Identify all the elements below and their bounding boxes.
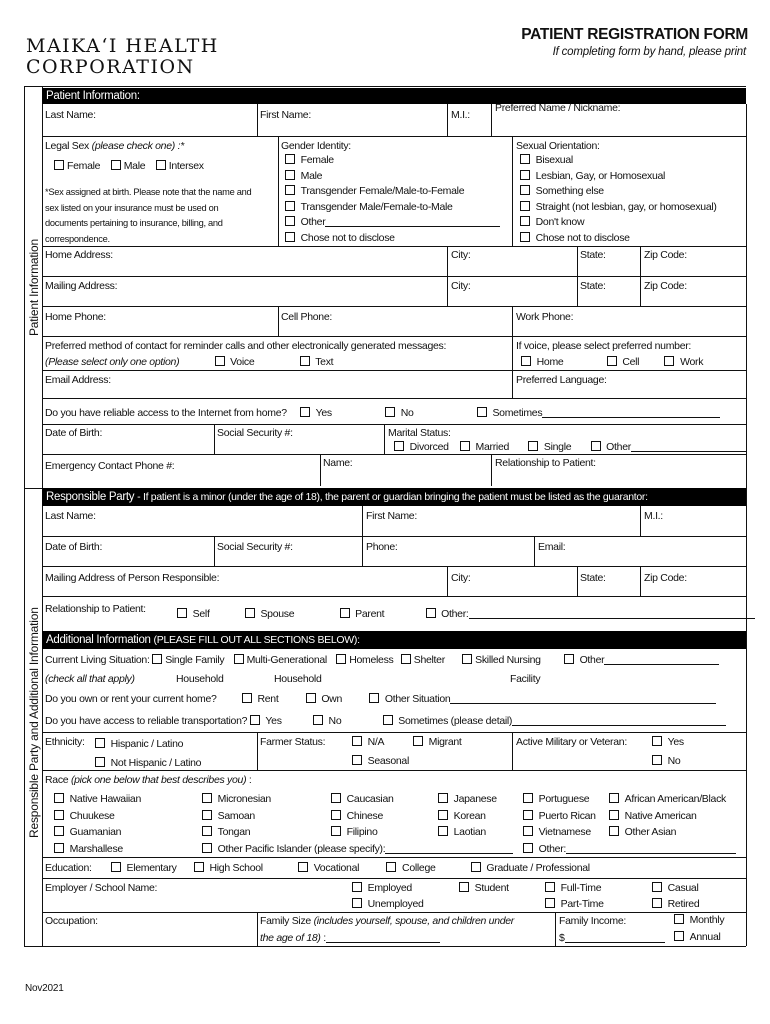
marital-status-options (394, 441, 746, 453)
home-phone-label: Home Phone: (45, 311, 106, 323)
family-size-line: the age of 18) : (260, 932, 440, 944)
living-homeless[interactable]: Homeless (336, 654, 393, 666)
gender-option[interactable]: Chose not to disclose (285, 231, 500, 247)
orientation-option[interactable]: Don't know (520, 215, 717, 231)
orientation-option[interactable]: Straight (not lesbian, gay, or homosexual) (520, 200, 717, 216)
contact-text-option[interactable]: Text (300, 356, 334, 368)
ethnicity-hispanic-option[interactable]: Hispanic / Latino (95, 735, 201, 754)
education-row (45, 862, 590, 874)
gender-option[interactable]: Transgender Female/Male-to-Female (285, 184, 500, 200)
military-label: Active Military or Veteran: (516, 736, 627, 748)
living-skilled-nursing[interactable]: Skilled Nursing (462, 654, 541, 666)
own-rent-rent-option[interactable]: Rent (242, 693, 279, 705)
internet-no-option[interactable]: No (385, 407, 413, 419)
marital-single-option[interactable]: Single (528, 441, 571, 453)
relationship-spouse-option[interactable]: Spouse (245, 608, 294, 620)
responsible-city-label: City: (451, 572, 471, 584)
gender-option[interactable]: Male (285, 169, 500, 185)
race-option-other[interactable]: Other: (523, 841, 736, 858)
farmer-na-option[interactable]: N/A (352, 736, 384, 748)
military-no-option[interactable]: No (652, 755, 680, 767)
patient-preferred-name-label: Preferred Name / Nickname: (495, 102, 621, 114)
section-divider-side (24, 488, 42, 489)
education-high-school-option[interactable]: High School (194, 862, 263, 874)
race-option-other-pacific[interactable]: Other Pacific Islander (please specify): (202, 841, 513, 858)
family-income-label: Family Income: (559, 915, 626, 927)
race-option[interactable]: Guamanian (54, 824, 141, 841)
race-option[interactable]: Tongan (202, 824, 513, 841)
gender-identity-options (285, 153, 500, 246)
race-option[interactable]: Portuguese (523, 791, 736, 808)
responsible-mi-label: M.I.: (644, 510, 663, 522)
responsible-zip-label: Zip Code: (644, 572, 687, 584)
frame-left (24, 86, 25, 946)
family-income-amount: $ (559, 932, 665, 944)
responsible-phone-label: Phone: (366, 541, 398, 553)
family-size-label: Family Size (includes yourself, spouse, and children under (260, 915, 515, 927)
race-option[interactable]: Native Hawaiian (54, 791, 141, 808)
living-other[interactable]: Other (564, 654, 719, 666)
internet-yes-option[interactable]: Yes (300, 407, 332, 419)
responsible-relationship-row (45, 603, 755, 620)
email-label: Email Address: (45, 374, 111, 386)
responsible-party-header: Responsible Party - If patient is a minor (under the age of 18), the parent or guardian bringing the patient must be listed as the guarantor: (42, 488, 746, 506)
internet-sometimes-option[interactable]: Sometimes (477, 407, 720, 419)
cell-phone-label: Cell Phone: (281, 311, 332, 323)
contact-method-row (45, 356, 333, 368)
voice-home-option[interactable]: Home (521, 356, 563, 368)
employment-full-time-option[interactable]: Full-Time (545, 882, 601, 894)
race-option[interactable]: African American/Black (609, 791, 726, 808)
mailing-address-label: Mailing Address: (45, 280, 118, 292)
race-col-4 (438, 791, 497, 841)
race-option[interactable]: Native American (609, 808, 726, 825)
education-vocational-option[interactable]: Vocational (298, 862, 359, 874)
side-label-responsible: Responsible Party and Additional Information (27, 607, 41, 838)
org-name-line2: CORPORATION (26, 56, 195, 78)
orientation-option[interactable]: Bisexual (520, 153, 717, 169)
legal-sex-note: *Sex assigned at birth. Please note that the name and sex listed on your insurance must be used on documents pertaining to insurance, billing, and correspondence. (45, 187, 252, 244)
voice-number-label: If voice, please select preferred number: (516, 340, 692, 352)
gender-identity-label: Gender Identity: (281, 140, 351, 152)
patient-section-header: Patient Information: (42, 88, 746, 104)
voice-work-option[interactable]: Work (664, 356, 703, 368)
own-rent-row (45, 693, 716, 705)
employment-unemployed-option[interactable]: Unemployed (352, 898, 424, 910)
emergency-relationship-label: Relationship to Patient: (495, 457, 596, 469)
race-label: Race (pick one below that best describes you) : (45, 774, 252, 786)
race-option[interactable]: Micronesian (202, 791, 513, 808)
patient-mi-label: M.I.: (451, 109, 470, 121)
relationship-self-option[interactable]: Self (177, 608, 210, 620)
own-rent-own-option[interactable]: Own (306, 693, 342, 705)
legal-sex-title: Legal Sex (45, 140, 90, 152)
checkbox[interactable] (156, 160, 166, 170)
voice-cell-option[interactable]: Cell (607, 356, 640, 368)
patient-ssn-label: Social Security #: (217, 427, 293, 439)
income-monthly-option[interactable]: Monthly (674, 914, 724, 926)
race-option[interactable]: Chuukese (54, 808, 141, 825)
transportation-row (45, 715, 726, 727)
responsible-state-label: State: (580, 572, 606, 584)
responsible-dob-label: Date of Birth: (45, 541, 103, 553)
responsible-ssn-label: Social Security #: (217, 541, 293, 553)
home-address-label: Home Address: (45, 249, 113, 261)
race-col-6 (609, 791, 726, 841)
employment-casual-option[interactable]: Casual (652, 882, 699, 894)
patient-dob-label: Date of Birth: (45, 427, 103, 439)
income-annual-option[interactable]: Annual (674, 931, 721, 943)
race-option[interactable]: Chinese (331, 808, 394, 825)
education-elementary-option[interactable]: Elementary (111, 862, 177, 874)
military-yes-option[interactable]: Yes (652, 736, 684, 748)
living-situation-label: Current Living Situation: (45, 654, 150, 666)
ethnicity-label: Ethnicity: (45, 736, 85, 748)
org-logo (26, 36, 219, 78)
race-col-3 (331, 791, 394, 841)
transportation-sometimes-option[interactable]: Sometimes (please detail) (383, 715, 727, 727)
farmer-seasonal-option[interactable]: Seasonal (352, 755, 409, 767)
legal-sex-intersex[interactable]: Intersex (156, 160, 204, 172)
race-option[interactable]: Caucasian (331, 791, 394, 808)
checkbox[interactable] (111, 160, 121, 170)
transportation-yes-option[interactable]: Yes (250, 715, 282, 727)
legal-sex-label (45, 140, 184, 152)
own-rent-other-option[interactable]: Other Situation (369, 693, 716, 705)
home-state-label: State: (580, 249, 606, 261)
race-option[interactable]: Marshallese (54, 841, 141, 858)
gender-option-other[interactable]: Other (285, 215, 500, 231)
employment-student-option[interactable]: Student (459, 882, 509, 894)
frame-right (746, 104, 747, 946)
ethnicity-options (95, 735, 201, 773)
legal-sex-male[interactable]: Male (111, 160, 146, 172)
farmer-migrant-option[interactable]: Migrant (413, 736, 462, 748)
voice-number-options (521, 356, 703, 368)
side-label-patient: Patient Information (27, 239, 41, 336)
responsible-mailing-label: Mailing Address of Person Responsible: (45, 572, 220, 584)
living-sub-facility: Facility (510, 673, 541, 685)
gender-option[interactable]: Transgender Male/Female-to-Male (285, 200, 500, 216)
form-title: PATIENT REGISTRATION FORM (521, 26, 748, 43)
living-sub-household-2: Household (274, 673, 322, 685)
living-situation-hint: (check all that apply) (45, 673, 135, 685)
living-multi-generational[interactable]: Multi-Generational (234, 654, 327, 666)
org-name-line1: MAIKA‘I HEALTH (26, 35, 219, 57)
orientation-option[interactable]: Lesbian, Gay, or Homosexual (520, 169, 717, 185)
patient-last-name-label: Last Name: (45, 109, 96, 121)
education-college-option[interactable]: College (386, 862, 435, 874)
own-rent-question: Do you own or rent your current home? (45, 693, 217, 705)
education-label: Education: (45, 862, 92, 874)
work-phone-label: Work Phone: (516, 311, 574, 323)
sexual-orientation-label: Sexual Orientation: (516, 140, 600, 152)
legal-sex-female[interactable]: Female (54, 160, 100, 172)
marital-married-option[interactable]: Married (460, 441, 509, 453)
living-shelter[interactable]: Shelter (401, 654, 445, 666)
form-version: Nov2021 (25, 983, 64, 994)
race-col-1 (54, 791, 141, 857)
transportation-no-option[interactable]: No (313, 715, 341, 727)
marital-divorced-option[interactable]: Divorced (394, 441, 449, 453)
orientation-option[interactable]: Chose not to disclose (520, 231, 717, 247)
gender-option[interactable]: Female (285, 153, 500, 169)
responsible-last-name-label: Last Name: (45, 510, 96, 522)
race-option[interactable]: Laotian (438, 824, 497, 841)
preferred-language-label: Preferred Language: (516, 374, 607, 386)
ethnicity-not-hispanic-option[interactable]: Not Hispanic / Latino (95, 754, 201, 773)
living-sub-household-1: Household (176, 673, 224, 685)
form-subtitle: If completing form by hand, please print (552, 46, 746, 58)
frame-bottom (24, 946, 746, 947)
employment-part-time-option[interactable]: Part-Time (545, 898, 604, 910)
living-single-family[interactable]: Single Family (152, 654, 224, 666)
race-option[interactable]: Japanese (438, 791, 497, 808)
marital-status-label: Marital Status: (388, 427, 451, 439)
mailing-state-label: State: (580, 280, 606, 292)
race-option[interactable]: Vietnamese (523, 824, 736, 841)
contact-voice-option[interactable]: Voice (215, 356, 255, 368)
relationship-other-option[interactable]: Other: (426, 608, 755, 620)
race-option[interactable]: Other Asian (609, 824, 726, 841)
patient-first-name-label: First Name: (260, 109, 311, 121)
home-city-label: City: (451, 249, 471, 261)
legal-sex-options (54, 160, 204, 172)
education-graduate-option[interactable]: Graduate / Professional (471, 862, 590, 874)
race-option[interactable]: Filipino (331, 824, 394, 841)
orientation-option[interactable]: Something else (520, 184, 717, 200)
living-situation-row (45, 654, 719, 666)
relationship-parent-option[interactable]: Parent (340, 608, 385, 620)
additional-info-header: Additional Information (PLEASE FILL OUT ALL SECTIONS BELOW): (42, 631, 746, 649)
responsible-email-label: Email: (538, 541, 566, 553)
employment-employed-option[interactable]: Employed (352, 882, 412, 894)
marital-other-option[interactable]: Other (591, 441, 746, 453)
mailing-city-label: City: (451, 280, 471, 292)
mailing-zip-label: Zip Code: (644, 280, 687, 292)
employer-label: Employer / School Name: (45, 882, 158, 894)
frame-top (24, 86, 746, 87)
race-option[interactable]: Samoan (202, 808, 513, 825)
race-option[interactable]: Korean (438, 808, 497, 825)
race-option[interactable]: Puerto Rican (523, 808, 736, 825)
emergency-name-label: Name: (323, 457, 353, 469)
employment-retired-option[interactable]: Retired (652, 898, 699, 910)
internet-access-question: Do you have reliable access to the Internet from home? (45, 407, 287, 419)
emergency-phone-label: Emergency Contact Phone #: (45, 460, 175, 472)
responsible-relationship-label: Relationship to Patient: (45, 603, 146, 615)
home-zip-label: Zip Code: (644, 249, 687, 261)
farmer-status-label: Farmer Status: (260, 736, 326, 748)
checkbox[interactable] (54, 160, 64, 170)
responsible-first-name-label: First Name: (366, 510, 417, 522)
frame-inner-left (42, 86, 43, 946)
contact-method-label: Preferred method of contact for reminder calls and other electronically generated messages: (45, 340, 447, 352)
transportation-question: Do you have access to reliable transportation? (45, 715, 248, 727)
occupation-label: Occupation: (45, 915, 98, 927)
legal-sex-hint: (please check one) :* (91, 140, 184, 152)
sexual-orientation-options (520, 153, 717, 246)
contact-method-hint: (Please select only one option) (45, 356, 180, 368)
internet-access-row (45, 407, 720, 419)
